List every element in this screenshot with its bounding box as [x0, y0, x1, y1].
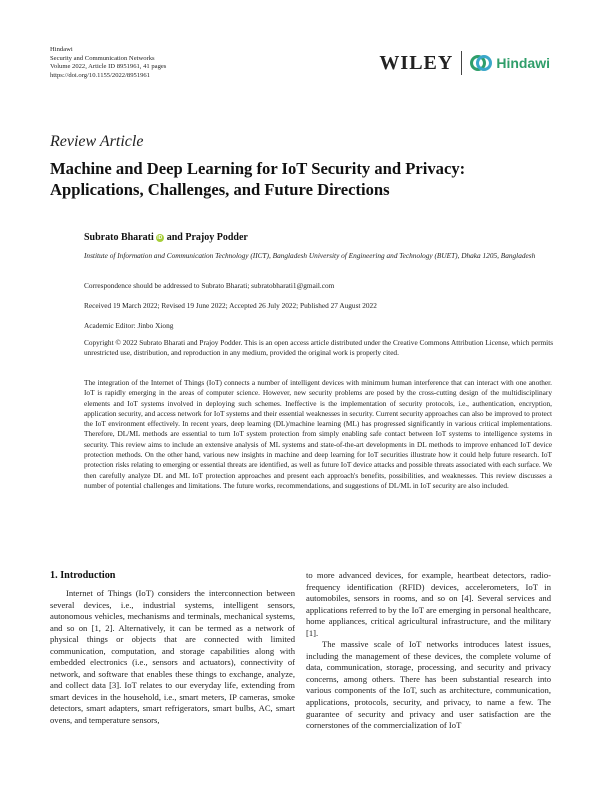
- publisher-logos: [379, 52, 550, 74]
- correspondence: Correspondence should be addressed to Subrato Bharati; subratobharati1@gmail.com: [84, 281, 335, 290]
- right-column: [306, 570, 551, 732]
- journal-metadata: [50, 46, 166, 80]
- hindawi-logo-icon: [470, 52, 492, 74]
- orcid-icon[interactable]: iD: [157, 234, 163, 241]
- journal-name-line: Security and Communication Networks: [50, 54, 155, 62]
- doi-link[interactable]: https://doi.org/10.1155/2022/8951961: [50, 71, 151, 79]
- affiliation: Institute of Information and Communication Technology (IICT), Bangladesh University of Engineering and Technology (BUET), Dhaka 1205, Bangladesh: [84, 251, 536, 260]
- article-title: Machine and Deep Learning for IoT Security and Privacy: Applications, Challenges, and Future Directions: [50, 159, 466, 199]
- body-paragraph: The massive scale of IoT networks introduces latest issues, including the management of these devices, the complete volume of data, communication, storage, processing, and security and privacy concerns, among others. There has been substantial research into various components of the IoT, such as architecture, communication, applications, protocols, security, and privacy, to name a few. The guarantee of security and privacy and user satisfaction are the cornerstones of the commercialization of IoT: [306, 639, 551, 731]
- section-heading-introduction: 1. Introduction: [50, 570, 116, 581]
- hindawi-logo-text: Hindawi: [496, 55, 550, 71]
- author-name[interactable]: Subrato Bharati: [84, 232, 154, 243]
- copyright-notice: Copyright © 2022 Subrato Bharati and Prajoy Podder. This is an open access article distributed under the Creative Commons Attribution License, which permits unrestricted use, distribution, and reproduction in any medium, provided the original work is properly cited.: [84, 338, 554, 357]
- body-paragraph: Internet of Things (IoT) considers the interconnection between several devices, i.e., industrial systems, intelligent sensors, autonomous vehicles, mechanisms and terminals, mechanical systems, and so on [1, 2]. Alternatively, it can be termed as a network of physical things or objects that are connected with limited communication, computation, and storage capabilities along with embedded electronics (i.e., sensors and actuators), connectivity of network, and software that enables these things to exchange, analyze, and collect data [3]. IoT relates to our everyday life, extending from smart devices in the household, i.e., smart meters, IP cameras, smoke detectors, smart adapters, smart refrigerators, smart bulbs, AC, smart ovens, and temperature sensors,: [50, 588, 295, 726]
- coauthor-name[interactable]: and Prajoy Podder: [166, 232, 248, 243]
- publication-dates: Received 19 March 2022; Revised 19 June 2022; Accepted 26 July 2022; Published 27 August 2022: [84, 301, 377, 310]
- wiley-logo: WILEY: [379, 51, 454, 74]
- left-column: [50, 588, 295, 727]
- journal-volume-line: Volume 2022, Article ID 8951961, 41 pages: [50, 63, 167, 71]
- academic-editor: Academic Editor: Jinbo Xiong: [84, 321, 174, 330]
- body-paragraph: to more advanced devices, for example, heartbeat detectors, radio-frequency identification (RFID) devices, accelerometers, IoT in automobiles, sensors in rooms, and so on [4]. Several services and applications referred to by the IoT are emerging in personal healthcare, home appliances, critical agricultural infrastructure, and the military [1].: [306, 570, 551, 638]
- article-type: Review Article: [50, 133, 144, 150]
- logo-divider: [461, 51, 462, 75]
- journal-publisher-line: Hindawi: [50, 46, 73, 53]
- abstract: The integration of the Internet of Things (IoT) connects a number of intelligent devices with minimum human interference that can interact with one another. IoT is rapidly emerging in the areas of computer science. However, new security problems are posed by the cross-cutting design of the multidisciplinary elements and IoT systems involved in deploying such schemes. Ineffective is the implementation of security protocols, i.e., authentication, encryption, application security, and access network for IoT systems and their essential weaknesses in security. Current security approaches can also be improved to protect the IoT environment effectively. In recent years, deep learning (DL)/machine learning (ML) has progressed significantly in various critical implementations. Therefore, DL/ML methods are essential to turn IoT system protection from simply enabling safe contact between IoT systems to intelligence systems in security. This review aims to include an extensive analysis of ML systems and state-of-the-art developments in DL methods to improve enhanced IoT device protection methods. On the other hand, various new insights in machine and deep learning for IoT securities illustrate how it could help future research. IoT protection risks relating to emerging or essential threats are identified, as well as future IoT device attacks and possible threats associated with each surface. We then carefully analyze DL and ML IoT protection approaches and present each approach's benefits, possibilities, and weaknesses. This review discusses a number of potential challenges and limitations. The future works, recommendations, and suggestions of DL/ML in IoT security are also included.: [84, 378, 552, 490]
- author-list: [84, 232, 248, 243]
